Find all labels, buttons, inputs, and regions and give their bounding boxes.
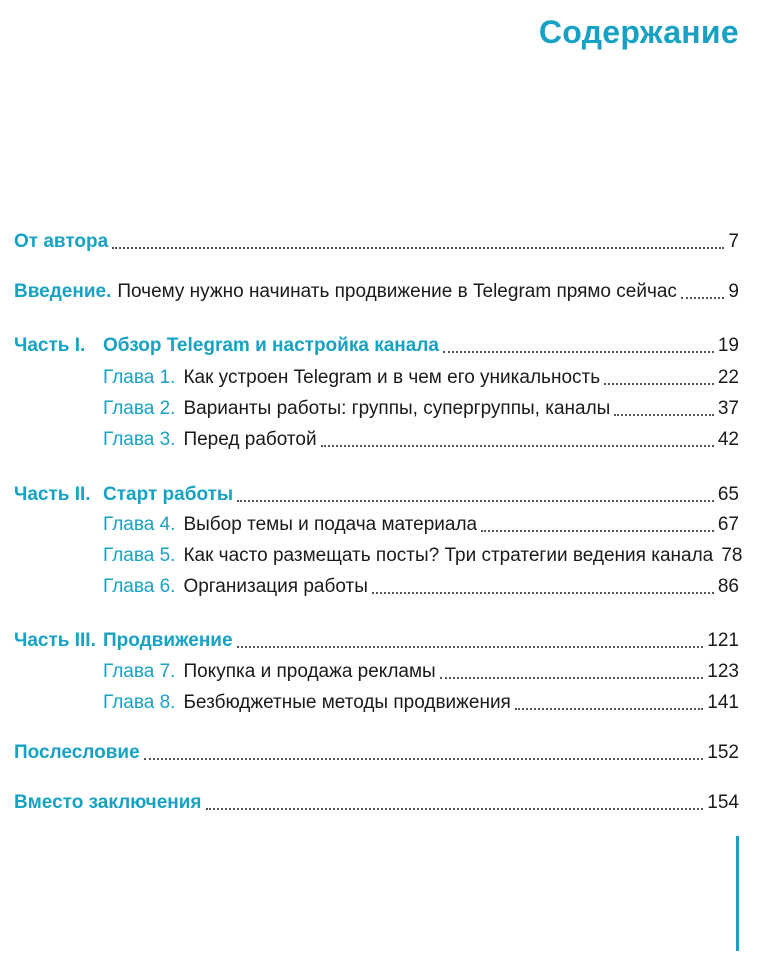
part-title: Продвижение: [103, 630, 233, 651]
toc-entry-ch7[interactable]: [14, 658, 739, 686]
dot-leader: [237, 645, 704, 648]
chapter-title: Выбор темы и подача материала: [183, 514, 478, 535]
page-number: 65: [717, 484, 739, 505]
page-number: 67: [717, 514, 739, 535]
dot-leader: [144, 757, 704, 760]
chapter-title: Безбюджетные методы продвижения: [183, 692, 511, 713]
chapter-label: Глава 7.: [103, 661, 176, 682]
toc-entry-ch6[interactable]: [14, 573, 739, 601]
chapter-label: Глава 2.: [103, 398, 176, 419]
page-title: Содержание: [538, 14, 739, 50]
toc-entry-intro[interactable]: [14, 278, 739, 306]
toc-entry-conclusion[interactable]: [14, 789, 739, 817]
dot-leader: [321, 444, 714, 447]
page-number: 121: [707, 630, 739, 651]
chapter-label: Глава 8.: [103, 692, 176, 713]
chapter-label: Глава 5.: [103, 545, 176, 566]
dot-leader: [443, 350, 714, 353]
page-number: 7: [728, 231, 739, 252]
page-number: 78: [721, 545, 743, 566]
chapter-label: Глава 6.: [103, 576, 176, 597]
dot-leader: [206, 807, 704, 810]
part-label: Часть I.: [14, 335, 86, 356]
chapter-title: Варианты работы: группы, супергруппы, каналы: [183, 398, 611, 419]
toc-entry-ch2[interactable]: [14, 395, 739, 423]
page-number: 154: [707, 792, 739, 813]
entry-title: Почему нужно начинать продвижение в Telegram прямо сейчас: [117, 281, 677, 302]
dot-leader: [237, 499, 714, 502]
chapter-title: Покупка и продажа рекламы: [183, 661, 436, 682]
chapter-label: Глава 1.: [103, 367, 176, 388]
toc-entry-ch3[interactable]: [14, 426, 739, 454]
chapter-label: Глава 4.: [103, 514, 176, 535]
chapter-title: Организация работы: [183, 576, 368, 597]
entry-label: От автора: [14, 231, 109, 252]
chapter-label: Глава 3.: [103, 429, 176, 450]
toc-entry-ch4[interactable]: [14, 511, 739, 539]
toc-entry-part1[interactable]: [14, 332, 739, 360]
page-number: 9: [728, 281, 739, 302]
toc-entry-ch8[interactable]: [14, 689, 739, 717]
page-number: 37: [717, 398, 739, 419]
chapter-title: Как часто размещать посты? Три стратегии ведения канала: [183, 545, 714, 566]
dot-leader: [681, 296, 724, 299]
page-number: 152: [707, 742, 739, 763]
part-title: Обзор Telegram и настройка канала: [103, 335, 439, 356]
page-number: 42: [717, 429, 739, 450]
dot-leader: [604, 382, 714, 385]
page-number: 141: [707, 692, 739, 713]
part-label: Часть II.: [14, 484, 91, 505]
toc-entry-part3[interactable]: [14, 627, 739, 655]
dot-leader: [515, 707, 703, 710]
toc-entry-afterword[interactable]: [14, 739, 739, 767]
chapter-title: Перед работой: [183, 429, 317, 450]
toc-entry-author[interactable]: [14, 228, 739, 256]
dot-leader: [614, 413, 714, 416]
toc-entry-part2[interactable]: [14, 481, 739, 509]
toc-entry-ch5[interactable]: [14, 542, 743, 570]
dot-leader: [481, 529, 714, 532]
page-number: 22: [717, 367, 739, 388]
page-number: 123: [707, 661, 739, 682]
entry-label: Вместо заключения: [14, 792, 202, 813]
dot-leader: [372, 591, 714, 594]
dot-leader: [112, 246, 724, 249]
page-number: 86: [717, 576, 739, 597]
entry-label: Послесловие: [14, 742, 140, 763]
dot-leader: [440, 676, 704, 679]
part-label: Часть III.: [14, 630, 96, 651]
part-title: Старт работы: [103, 484, 234, 505]
chapter-title: Как устроен Telegram и в чем его уникальность: [183, 367, 601, 388]
accent-bar: [736, 836, 739, 951]
page-number: 19: [717, 335, 739, 356]
entry-label: Введение.: [14, 281, 112, 302]
toc-entry-ch1[interactable]: [14, 364, 739, 392]
